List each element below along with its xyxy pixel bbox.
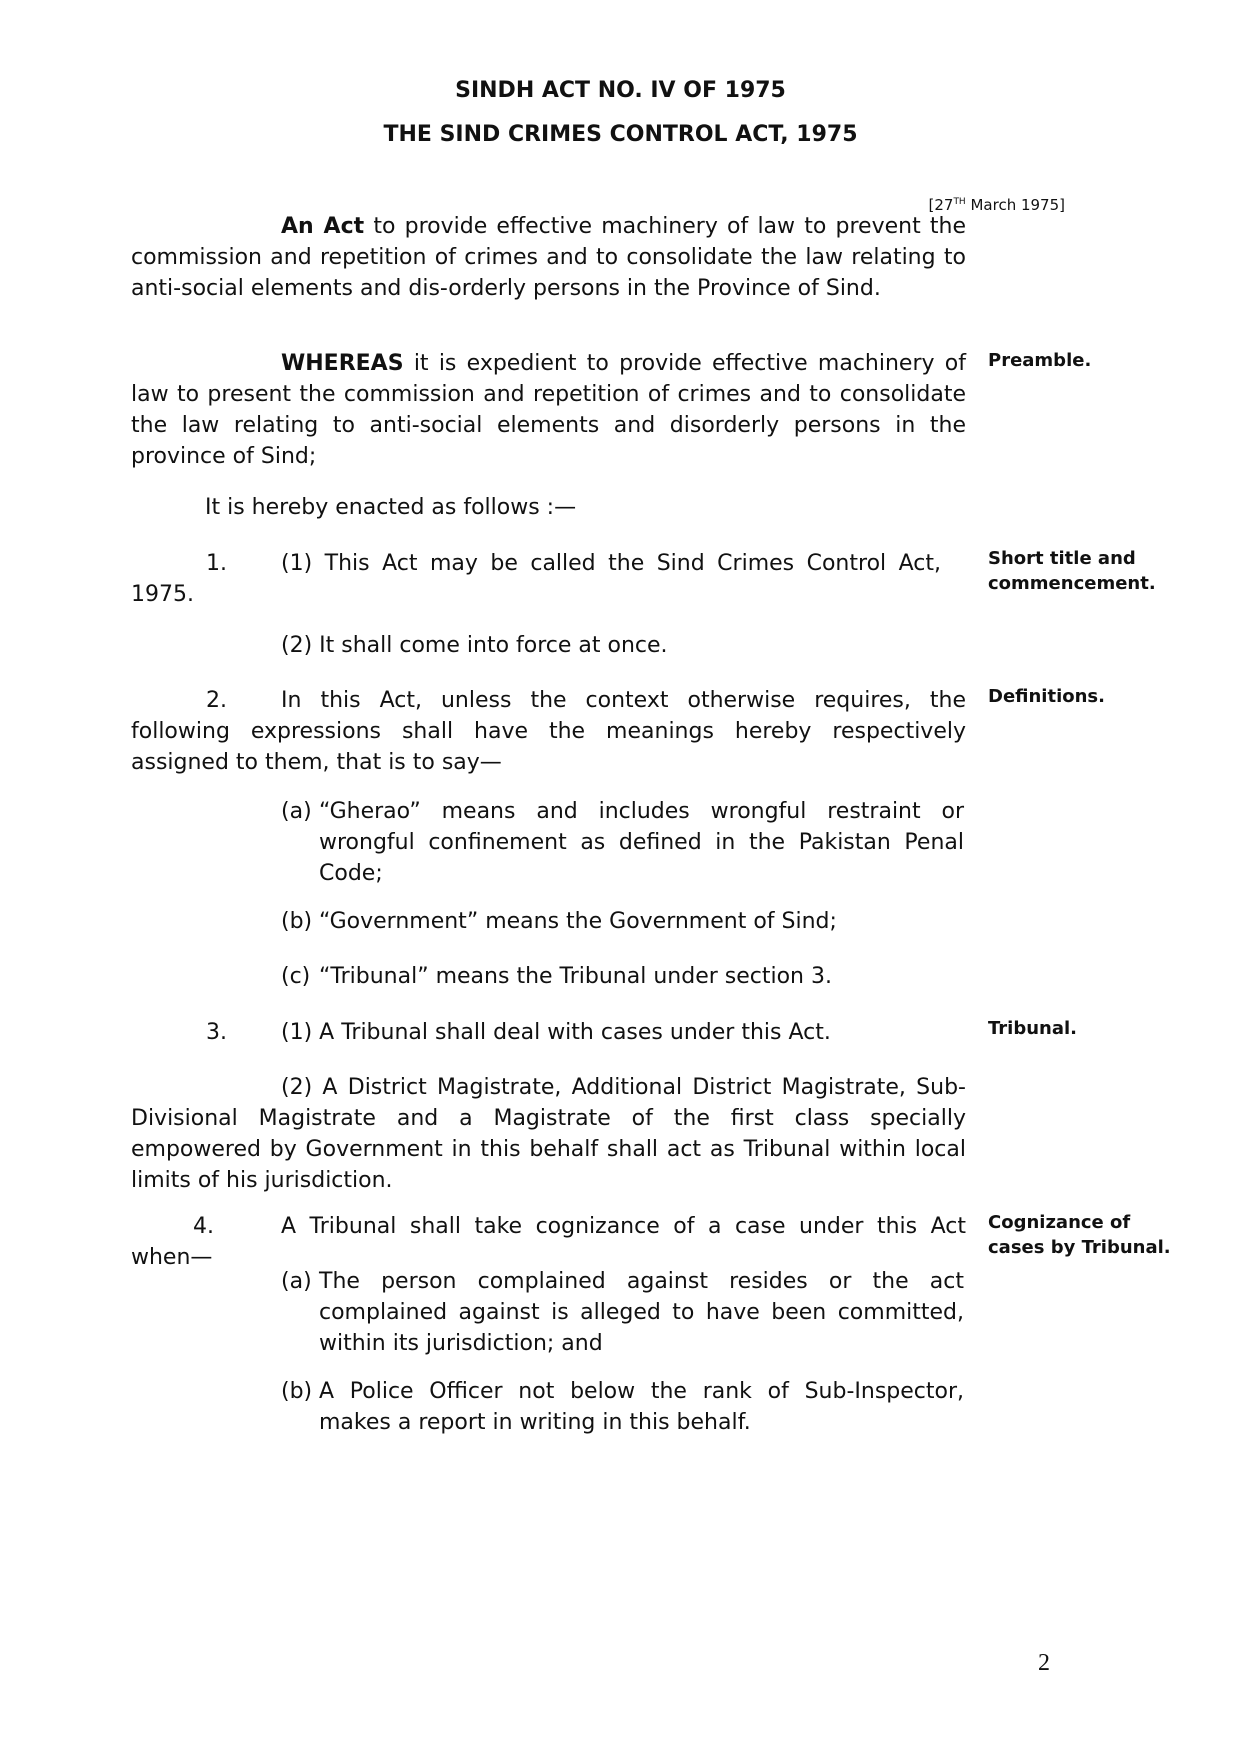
act-name-title: THE SIND CRIMES CONTROL ACT, 1975 <box>383 122 858 147</box>
margin-note-cognizance: Cognizance of cases by Tribunal. <box>988 1212 1171 1258</box>
cognizance-item-b: (b) A Police Officer not below the rank of Sub-Inspector, makes a report in writing in this behalf. <box>281 1379 964 1435</box>
preamble-paragraph: WHEREAS it is expedient to provide effective machinery of law to present the commission and repetition of crimes and to consolidate the law relating to anti-social elements and disorderly persons in the province of Sind; <box>131 351 966 469</box>
definition-item-b: (b) “Government” means the Government of Sind; <box>281 909 837 934</box>
margin-note-preamble: Preamble. <box>988 350 1092 371</box>
section-3-subsection-1: (1) A Tribunal shall deal with cases under this Act. <box>281 1020 831 1045</box>
cognizance-item-a: (a) The person complained against resides or the act complained against is alleged to have been committed, within its jurisdiction; and <box>281 1269 964 1356</box>
enactment-date: [27TH March 1975] <box>928 196 1065 214</box>
margin-note-short-title: Short title and commencement. <box>988 548 1156 594</box>
section-1-subsection-2: (2) It shall come into force at once. <box>281 633 668 658</box>
section-2-number: 2. <box>206 688 227 713</box>
section-3-subsection-2: (2) A District Magistrate, Additional District Magistrate, Sub-Divisional Magistrate and a Magistrate of the first class specially empowered by Government in this behalf shall act as Tribunal within local limits of his jurisdiction. <box>131 1075 966 1193</box>
margin-note-definitions: Definitions. <box>988 686 1105 707</box>
section-1-number: 1. <box>206 551 227 576</box>
act-number-title: SINDH ACT NO. IV OF 1975 <box>455 78 786 103</box>
definition-item-c: (c) “Tribunal” means the Tribunal under section 3. <box>281 964 832 989</box>
section-4-number: 4. <box>193 1214 214 1239</box>
margin-note-tribunal: Tribunal. <box>988 1018 1078 1039</box>
page-number: 2 <box>1038 1650 1050 1676</box>
section-2-text: In this Act, unless the context otherwise requires, the following expressions shall have the meanings hereby respectively assigned to them, that is to say— <box>131 688 966 775</box>
section-1-subsection-1: (1) This Act may be called the Sind Crimes Control Act, 1975. <box>131 551 941 607</box>
section-4-text: A Tribunal shall take cognizance of a case under this Act when— <box>131 1214 966 1270</box>
enacting-clause: It is hereby enacted as follows :— <box>205 495 577 520</box>
section-3-number: 3. <box>206 1020 227 1045</box>
definition-item-a: (a) “Gherao” means and includes wrongful restraint or wrongful confinement as defined in the Pakistan Penal Code; <box>281 799 964 886</box>
long-title-paragraph: An Act to provide effective machinery of law to prevent the commission and repetition of crimes and to consolidate the law relating to anti-social elements and dis-orderly persons in the Province of Sind. <box>131 214 966 301</box>
